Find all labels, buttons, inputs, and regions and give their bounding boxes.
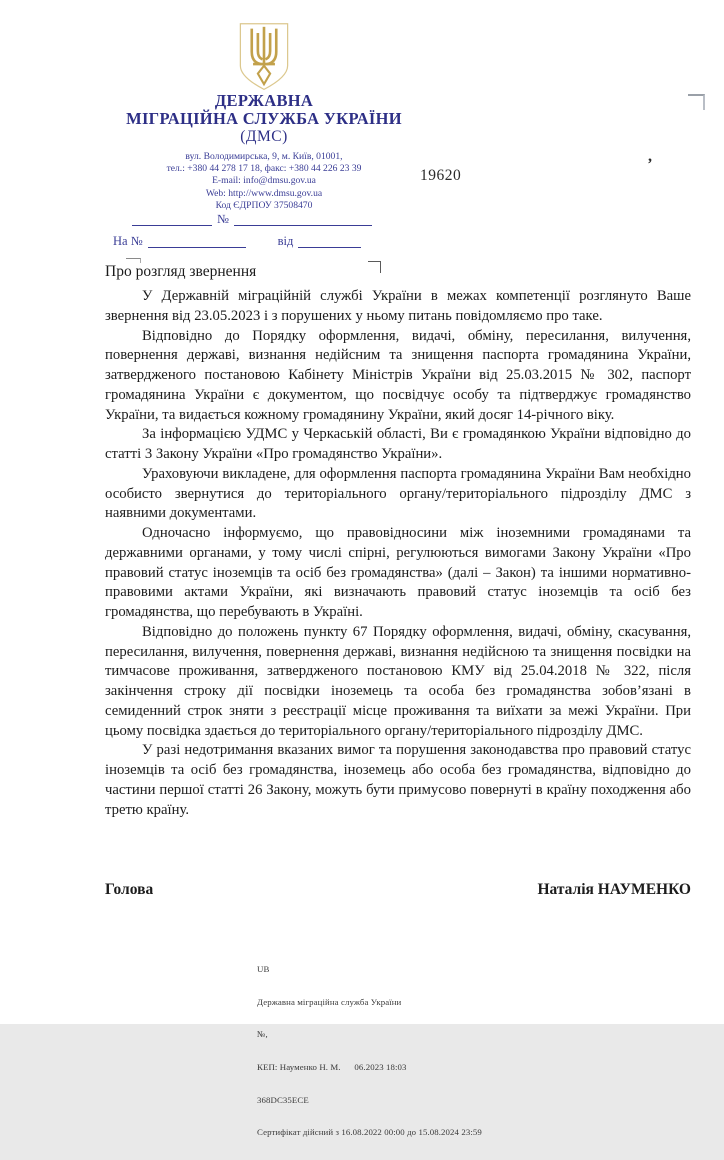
org-name-line1: ДЕРЖАВНА [214,91,314,110]
address-phone-fax: тел.: +380 44 278 17 18, факс: +380 44 226 23 39 [166,163,362,175]
ref-blank-line [132,213,212,226]
ref-on-no-label: На № [113,234,143,248]
signer-role: Голова [105,881,154,898]
stamp-line: UB [257,963,270,974]
body-paragraph: У Державній міграційній службі України в межах компетенції розглянуто Ваше звернення від 23.05.2023 і з порушених у ньому питань повідомляємо про таке. [105,288,691,324]
scan-line-artifact [126,258,141,263]
body-paragraph: За інформацією УДМС у Черкаській області, Ви є громадянкою України відповідно до статті 3 Закону України «Про громадянство України». [105,426,691,462]
body-paragraph: Одночасно інформуємо, що правовідносини між іноземними громадянами та державними органами, у тому числі спірні, регулюються вимогами Закону України «Про правовий статус іноземців та осіб без громадянства» (далі – Закон) та іншими нормативно-правовими актами України, які визначають правовий статус іноземців та осіб без громадянства, що перебувають в Україні. [105,525,691,620]
ref-blank-line [298,235,361,248]
ref-no-label: № [217,212,229,226]
stamp-org-name: Державна міграційна служба України [257,996,402,1007]
corner-bracket-icon [368,261,381,273]
body-paragraph: Ураховуючи викладене, для оформлення паспорта громадянина України Вам необхідно особисто звернутися до територіального органу/територіального підрозділу ДМС з наявними документами. [105,465,691,522]
ukraine-trident-emblem-icon [233,22,295,92]
body-paragraph: Відповідно до положень пункту 67 Порядку оформлення, видачі, обміну, скасування, пересилання, вилучення, повернення державі, визнання недійсною та знищення посвідки на тимчасове проживання, затвердженого постановою КМУ від 25.04.2018 № 322, після закінчення строку дії посвідки іноземець та особа без громадянства зобов’язані в семиденний строк зняти з реєстрації місце проживання та виїхати за межі України. При цьому посвідка здається до територіального органу/територіального підрозділу ДМС. [105,623,691,739]
org-name-abbr: (ДМС) [240,128,288,145]
doc-number: 19620 [420,167,462,184]
body-paragraph: Відповідно до Порядку оформлення, видачі, обміну, пересилання, вилучення, повернення державі, визнання недійсним та знищення паспорта громадянина України, затвердженого постановою Кабінету Міністрів України від 25.03.2015 № 302, паспорт громадянина України є документом, що посвідчує особу та підтверджує громадянство України, та видається кожному громадянину України, який досяг 14-річного віку. [105,327,691,423]
stamp-line: №, [257,1029,268,1040]
ref-blank-line [148,235,246,248]
body-paragraph: У разі недотримання вказаних вимог та порушення законодавства про правовий статус іноземців та осіб без громадянства, іноземець або особа без громадянства, відповідно до частини першої статті 26 Закону, можуть бути примусово повернуті в країну походження або третю країну. [105,742,691,818]
subject-line: Про розгляд звернення [105,263,257,280]
signature-row [105,881,691,899]
ref-row-outgoing [132,213,372,226]
letter-body [105,287,691,820]
stamp-signer-datetime: КЕП: Науменко Н. М. 06.2023 18:03 [257,1061,407,1072]
stamp-key-id: 368DC35ECE [257,1094,309,1105]
comma-artifact: , [648,148,652,165]
address-edrpou-code: Код ЄДРПОУ 37508470 [215,199,313,211]
ref-blank-line [234,213,372,226]
signer-name: Наталія НАУМЕНКО [537,881,691,898]
org-name [0,92,528,146]
ref-vid-label: від [277,234,294,248]
address-web: Web: http://www.dmsu.gov.ua [205,187,323,199]
digital-signature-stamp [257,942,482,1160]
stamp-certificate-validity: Сертифікат дійсний з 16.08.2022 00:00 до 15.08.2024 23:59 [257,1127,482,1138]
corner-bracket-icon [688,94,705,110]
address-street: вул. Володимирська, 9, м. Київ, 01001, [185,151,343,162]
ref-row-incoming [113,235,361,248]
address-email: E-mail: info@dmsu.gov.ua [212,175,316,187]
org-name-line2: МІГРАЦІЙНА СЛУЖБА УКРАЇНИ [126,109,402,128]
